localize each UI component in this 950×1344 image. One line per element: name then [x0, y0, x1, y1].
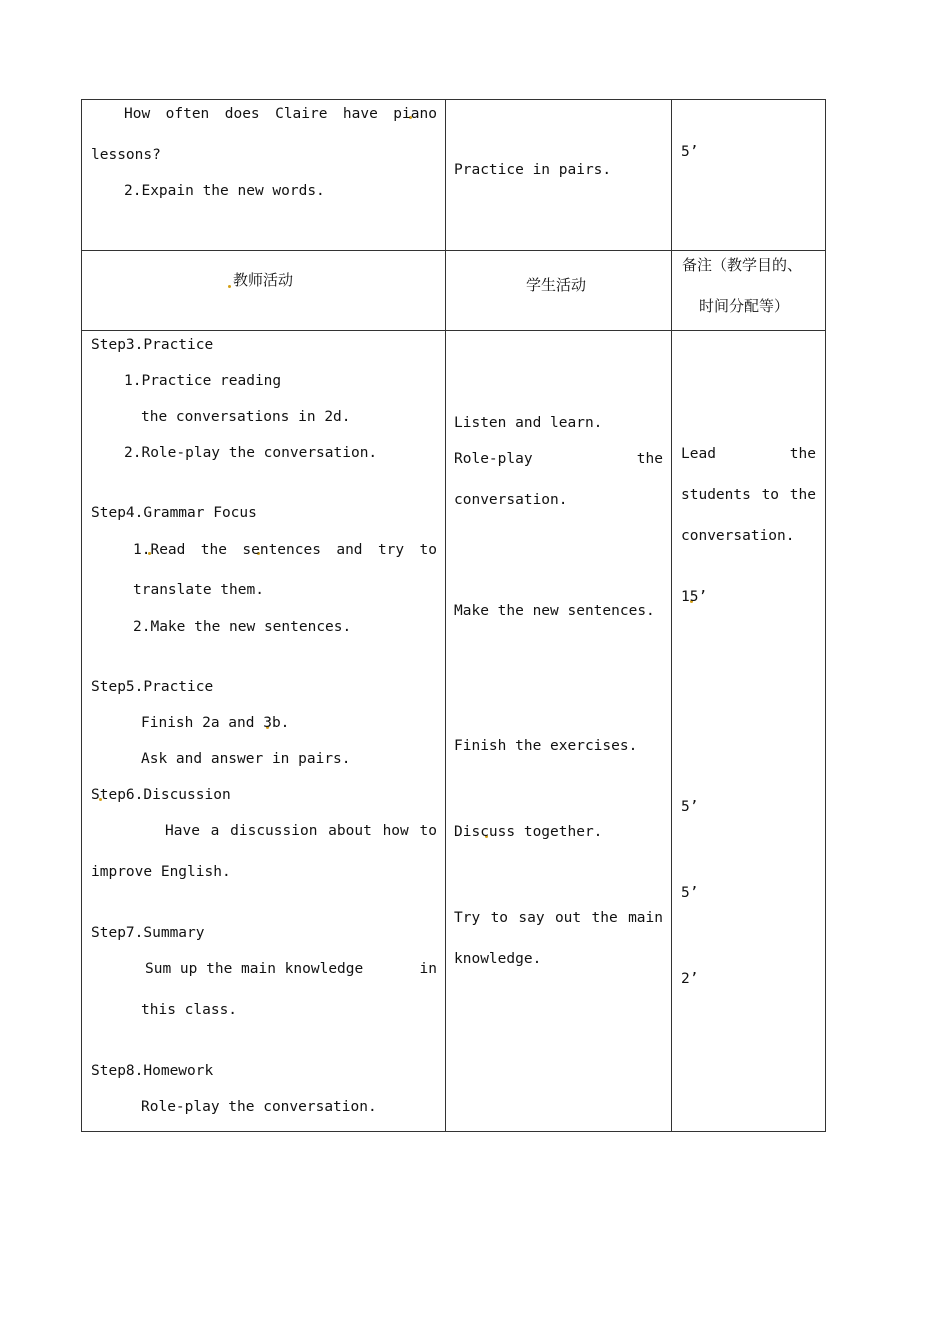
student-roleplay: [454, 450, 663, 468]
edit-mark: [228, 285, 231, 288]
step6-line1: [165, 822, 437, 840]
table-border-bottom: [81, 1131, 826, 1132]
table-border-header-bottom: [81, 330, 826, 331]
question-line: [124, 105, 437, 123]
step3-item1: 1.Practice reading: [124, 373, 282, 389]
word: the: [591, 910, 618, 926]
time-note-15: 15’: [681, 589, 708, 605]
word: about: [328, 823, 372, 839]
table-divider-col1: [445, 99, 446, 1132]
word: How: [124, 106, 151, 122]
student-discuss: Discuss together.: [454, 824, 603, 840]
table-border-row1-bottom: [81, 250, 826, 251]
word: does: [224, 106, 260, 122]
note-conversation: conversation.: [681, 528, 795, 544]
time-note-5a: 5’: [681, 799, 699, 815]
word: to: [490, 910, 509, 926]
time-note: 5’: [681, 144, 699, 160]
student-activity-pairs: Practice in pairs.: [454, 162, 612, 178]
step5-line2: Ask and answer in pairs.: [141, 751, 351, 767]
step4-item1: [133, 541, 437, 559]
word: try: [377, 542, 405, 558]
step4-item1-cont: translate them.: [133, 582, 264, 598]
table-border-right: [825, 99, 826, 1132]
question-continuation: lessons?: [91, 147, 161, 163]
step7-title: Step7.Summary: [91, 925, 205, 941]
word: Lead: [681, 446, 716, 462]
word: the: [789, 446, 816, 462]
word: Have: [165, 823, 200, 839]
note-students-line: [681, 486, 816, 504]
header-note-line1: 备注（教学目的、: [682, 256, 803, 274]
header-student-activity: 学生活动: [526, 276, 587, 294]
word: the: [789, 487, 816, 503]
step7-line1: [145, 960, 437, 978]
word: to: [761, 487, 780, 503]
step7-line1-cont: this class.: [141, 1002, 238, 1018]
word: the: [636, 451, 663, 467]
step8-line1: Role-play the conversation.: [141, 1099, 377, 1115]
time-note-5b: 5’: [681, 885, 699, 901]
word: sentences: [242, 542, 321, 558]
word: 1.Read: [133, 542, 186, 558]
step5-title: Step5.Practice: [91, 679, 214, 695]
word: Try: [454, 910, 481, 926]
step3-title: Step3.Practice: [91, 337, 214, 353]
step3-item1-cont: the conversations in 2d.: [141, 409, 351, 425]
word: often: [165, 106, 210, 122]
word: Claire: [275, 106, 328, 122]
note-lead-line: [681, 445, 816, 463]
step4-item2: 2.Make the new sentences.: [133, 619, 352, 635]
word: students: [681, 487, 751, 503]
word: a: [210, 823, 220, 839]
word: in: [419, 961, 437, 977]
student-finish-exercises: Finish the exercises.: [454, 738, 638, 754]
step6-title: Step6.Discussion: [91, 787, 231, 803]
table-border-top: [81, 99, 826, 100]
explain-words-item: 2.Expain the new words.: [124, 183, 325, 199]
step6-line1-cont: improve English.: [91, 864, 231, 880]
student-make-sentences: Make the new sentences.: [454, 603, 655, 619]
step8-title: Step8.Homework: [91, 1063, 214, 1079]
student-roleplay-cont: conversation.: [454, 492, 568, 508]
word: discussion: [230, 823, 318, 839]
step5-line1: Finish 2a and 3b.: [141, 715, 290, 731]
step4-title: Step4.Grammar Focus: [91, 505, 257, 521]
header-note-line2: 时间分配等）: [699, 297, 790, 315]
table-border-left: [81, 99, 82, 1132]
table-divider-col2: [671, 99, 672, 1132]
word: to: [419, 542, 437, 558]
word: the: [200, 542, 227, 558]
header-teacher-activity: 教师活动: [233, 271, 294, 289]
word: and: [336, 542, 363, 558]
word: out: [554, 910, 582, 926]
word: to: [419, 823, 437, 839]
word: main: [628, 910, 663, 926]
student-try-say: [454, 909, 663, 927]
word: have: [342, 106, 378, 122]
word: piano: [393, 106, 437, 122]
time-note-2: 2’: [681, 971, 699, 987]
word: Sum up the main knowledge: [145, 961, 364, 977]
word: say: [518, 910, 545, 926]
word: Role-play: [454, 451, 533, 467]
student-try-say-cont: knowledge.: [454, 951, 542, 967]
step3-item2: 2.Role-play the conversation.: [124, 445, 378, 461]
word: how: [382, 823, 409, 839]
student-listen: Listen and learn.: [454, 415, 603, 431]
